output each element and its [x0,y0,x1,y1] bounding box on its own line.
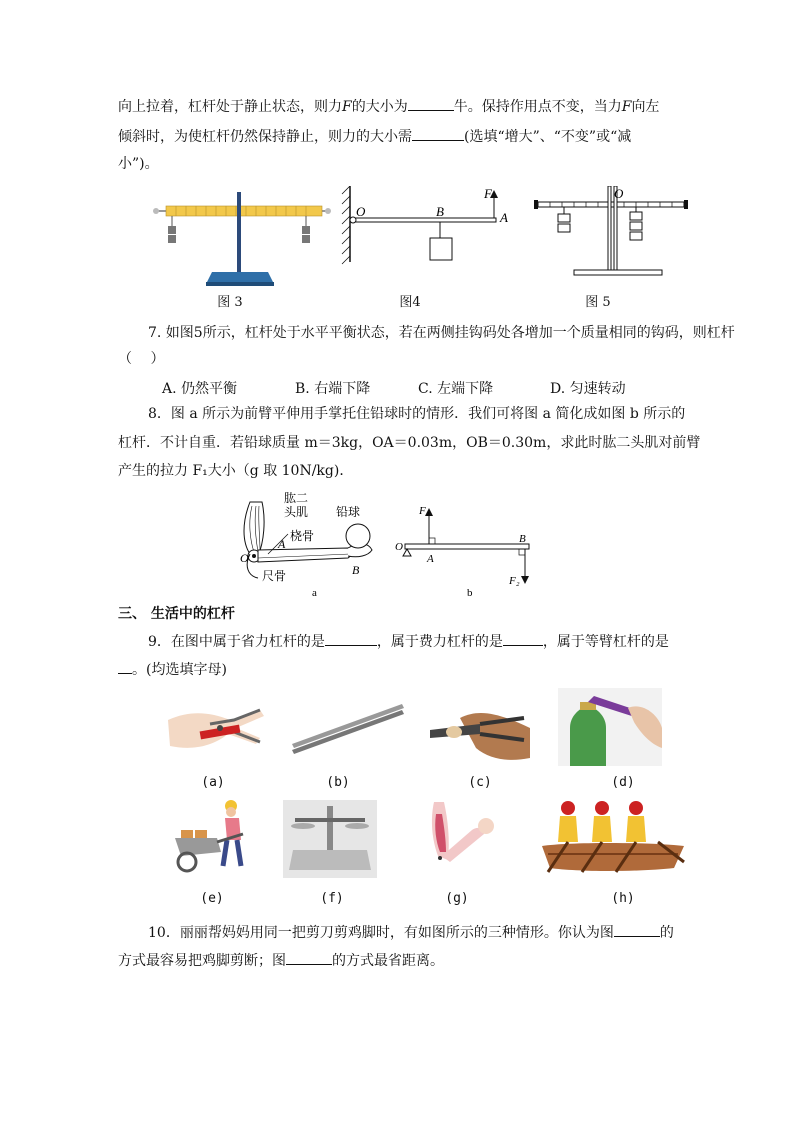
fig-b-label-o: O [395,541,403,553]
q7-option-a[interactable]: A. 仍然平衡 [162,381,238,397]
photo-g-caption: (g) [445,891,469,906]
figure-a-arm [228,492,388,600]
photo-b-caption: (b) [326,775,350,790]
q6-line-3: 小”)。 [118,156,159,172]
figure-3-lever-stand [150,190,335,290]
q7-text: 7. 如图5所示，杠杆处于水平平衡状态，若在两侧挂钩码处各增加一个质量相同的钩码，则杠杆 [148,325,735,341]
q9-line-1: 9．在图中属于省力杠杆的是 ，属于费力杠杆的是 ，属于等臂杠杆的是 [148,631,669,652]
q6-line-1: 向上拉着，杠杆处于静止状态，则力F的大小为 牛。保持作用点不变，当力F向左 [118,96,659,117]
q8-line-2: 杠杆．不计自重．若铅球质量 m＝3kg，OA＝0.03m，OB＝0.30m，求此时肱二头肌对前臂 [118,435,701,451]
photo-a-pliers [160,690,270,770]
photo-h-caption: (h) [611,891,635,906]
photo-e-wheelbarrow [165,796,265,878]
figure-4-wall-lever [340,186,515,266]
figure-5-caption: 图 5 [585,295,611,310]
section-3-heading: 三、 生活中的杠杆 [118,606,235,622]
fig-a-label-muscle: 肱二 [284,492,309,505]
figure-5-balance-lever [530,186,695,281]
photo-e-caption: (e) [200,891,224,906]
fig-b-label-f2: F₂ [509,575,520,587]
q9-blank-2[interactable] [503,631,543,646]
fig-b-caption: b [467,587,473,599]
q10-blank-1[interactable] [614,922,660,937]
fig-a-label-muscle2: 头肌 [284,505,309,519]
q6-blank-2[interactable] [412,126,464,141]
q7-option-d[interactable]: D. 匀速转动 [550,381,626,397]
q10-line-1: 10．丽丽帮妈妈用同一把剪刀剪鸡脚时，有如图所示的三种情形。你认为图 的 [148,922,674,943]
q7-paren: （ ） [118,351,165,367]
fig-a-label-ulna: 尺骨 [262,569,287,583]
q8-line-3: 产生的拉力 F₁大小（g 取 10N/kg)． [118,463,354,479]
figure-3-caption: 图 3 [217,295,243,310]
photo-a-caption: (a) [201,775,225,790]
fig-a-label-b: B [352,563,360,577]
fig4-label-f: F [484,186,492,201]
q10-line-2: 方式最容易把鸡脚剪断；图 的方式最省距离。 [118,950,444,971]
fig-b-label-f1: F₁ [419,505,430,517]
fig5-label-o: O [614,186,624,201]
photo-c-nutcracker [420,688,538,768]
fig-b-label-b: B [519,533,526,545]
fig-b-label-a: A [427,553,434,565]
photo-d-bottle-opener [558,688,662,766]
q6-blank-1[interactable] [408,96,454,111]
q10-blank-2[interactable] [286,950,332,965]
fig-a-label-o: O [240,551,249,565]
fig-a-caption: a [312,587,317,599]
q9-blank-1[interactable] [325,631,377,646]
fig4-label-b: B [436,204,444,219]
photo-g-forearm-muscle [428,800,500,878]
figure-b-lever [395,500,545,600]
fig-a-label-ball: 铅球 [336,505,361,519]
photo-d-caption: (d) [611,775,635,790]
fig4-label-a: A [500,210,508,225]
figure-4-caption: 图4 [399,295,421,310]
photo-c-caption: (c) [468,775,492,790]
photo-f-balance-scale [283,800,377,878]
q8-line-1: 8．图 a 所示为前臂平伸用手掌托住铅球时的情形．我们可将图 a 简化成如图 b 所示的 [148,406,686,422]
fig-a-label-a: A [278,537,286,551]
fig4-label-o: O [356,204,366,219]
photo-b-tweezers [288,700,406,760]
q7-option-c[interactable]: C. 左端下降 [418,381,494,397]
q7-option-b[interactable]: B. 右端下降 [295,381,371,397]
q6-line-2: 倾斜时，为使杠杆仍然保持静止，则力的大小需 (选填“增大”、“不变”或“减 [118,126,631,147]
photo-h-rowing-boat [538,798,688,878]
photo-f-caption: (f) [320,891,344,906]
q9-blank-3[interactable] [118,659,132,674]
fig-a-label-radius: 桡骨 [290,529,315,543]
q9-line-2: 。(均选填字母) [118,659,227,680]
